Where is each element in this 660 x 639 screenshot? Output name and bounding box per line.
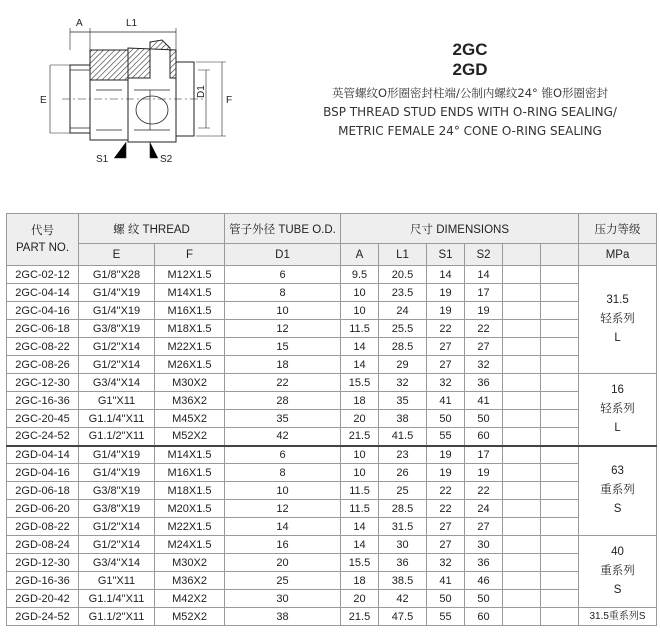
table-cell-blank [541,536,579,554]
table-cell: 12 [225,500,341,518]
pressure-group [579,266,657,374]
table-cell: 14 [341,338,379,356]
table-cell: G1/4"X19 [79,446,155,464]
product-code-2gc: 2GC [452,40,488,59]
table-cell-blank [541,302,579,320]
table-cell: 14 [225,518,341,536]
table-cell-blank [503,410,541,428]
table-cell-blank [541,338,579,356]
body-outline [90,80,128,140]
header-dimensions: 尺寸 DIMENSIONS [341,214,579,244]
header-s1: S1 [427,244,465,266]
table-cell: 2GC-16-36 [7,392,79,410]
table-row [7,338,657,356]
table-cell: 15.5 [341,374,379,392]
table-cell: 27 [427,338,465,356]
description-en-line2: METRIC FEMALE 24° CONE O-RING SEALING [338,124,602,138]
table-cell: 15 [225,338,341,356]
table-cell: G1.1/2"X11 [79,608,155,626]
table-cell: G3/4"X14 [79,374,155,392]
pressure-group [579,608,657,626]
table-cell: 2GD-06-18 [7,482,79,500]
table-cell: 30 [379,536,427,554]
table-cell-blank [503,302,541,320]
dim-label-l1: L1 [126,18,138,29]
table-cell-blank [503,428,541,446]
table-cell: 30 [465,536,503,554]
pressure-group [579,374,657,446]
dim-label-d1: D1 [196,85,207,98]
table-cell: 20 [225,554,341,572]
table-cell-blank [503,608,541,626]
table-cell: M52X2 [155,608,225,626]
table-cell: G1/2"X14 [79,356,155,374]
table-cell: 14 [341,536,379,554]
table-cell-blank [541,266,579,284]
table-cell: 27 [427,518,465,536]
table-cell: 2GD-04-16 [7,464,79,482]
header-blank-2 [541,244,579,266]
table-cell: M16X1.5 [155,302,225,320]
table-cell: 11.5 [341,320,379,338]
table-cell: 9.5 [341,266,379,284]
header-tube-od: 管子外径 TUBE O.D. [225,214,341,244]
table-cell: 22 [225,374,341,392]
table-cell-blank [541,320,579,338]
table-cell: 2GC-08-26 [7,356,79,374]
pressure-series: 重系列 [600,565,635,577]
pressure-group [579,446,657,536]
table-cell: M14X1.5 [155,284,225,302]
table-cell: M16X1.5 [155,464,225,482]
table-cell: 36 [465,554,503,572]
table-cell: 15.5 [341,554,379,572]
table-row [7,374,657,392]
table-cell-blank [541,284,579,302]
table-cell: 27 [427,356,465,374]
spec-table [6,213,657,626]
table-cell: G1.1/4"X11 [79,410,155,428]
table-cell: M22X1.5 [155,338,225,356]
table-cell: 29 [379,356,427,374]
table-cell: G1/4"X19 [79,464,155,482]
table-cell: 27 [465,518,503,536]
dim-label-s2: S2 [160,154,173,165]
table-cell: 2GD-06-20 [7,500,79,518]
table-row [7,284,657,302]
table-row [7,266,657,284]
table-cell: 17 [465,446,503,464]
table-cell: 14 [465,266,503,284]
table-cell: 6 [225,446,341,464]
table-cell: 14 [341,356,379,374]
table-cell: 2GC-24-52 [7,428,79,446]
pressure-series: 轻系列 [600,402,635,415]
table-row [7,392,657,410]
table-cell: G1/4"X19 [79,284,155,302]
table-cell-blank [503,464,541,482]
table-cell-blank [503,446,541,464]
pressure-value: 16 [611,383,624,396]
table-cell: 27 [427,536,465,554]
table-cell: 17 [465,284,503,302]
table-cell: 18 [225,356,341,374]
table-cell: G1/2"X14 [79,536,155,554]
table-cell: 2GC-04-16 [7,302,79,320]
table-cell-blank [541,410,579,428]
table-cell: 2GC-08-22 [7,338,79,356]
table-cell: 35 [225,410,341,428]
table-cell-blank [503,572,541,590]
table-cell: 31.5 [379,518,427,536]
table-cell: 19 [427,446,465,464]
table-cell: 22 [465,320,503,338]
table-cell-blank [541,374,579,392]
table-cell: 50 [427,590,465,608]
table-cell-blank [541,518,579,536]
pressure-class: L [614,332,621,344]
table-cell: 2GD-16-36 [7,572,79,590]
table-cell: 42 [379,590,427,608]
table-cell: G1/4"X19 [79,302,155,320]
table-cell: 19 [427,302,465,320]
pressure-class: S [613,503,622,516]
header-pressure-unit: MPa [579,244,657,266]
table-cell: M18X1.5 [155,320,225,338]
table-cell: G1/8"X28 [79,266,155,284]
body-section [90,50,128,80]
table-cell: M12X1.5 [155,266,225,284]
dim-label-e: E [40,95,47,106]
table-cell: G1.1/2"X11 [79,428,155,446]
table-row [7,410,657,428]
table-cell-blank [503,518,541,536]
header-blank-1 [503,244,541,266]
table-cell: 16 [225,536,341,554]
table-cell-blank [503,590,541,608]
table-cell: 18 [341,392,379,410]
table-cell: 25.5 [379,320,427,338]
table-cell: 22 [427,320,465,338]
table-cell: 28 [225,392,341,410]
table-cell: 2GC-20-45 [7,410,79,428]
table-cell: 50 [427,410,465,428]
table-cell: M52X2 [155,428,225,446]
table-cell-blank [541,428,579,446]
table-cell-blank [503,320,541,338]
table-cell: M30X2 [155,554,225,572]
table-cell: 42 [225,428,341,446]
header-a: A [341,244,379,266]
table-cell: 36 [465,374,503,392]
header-part-no-en: PART NO. [15,241,70,254]
dim-label-f: F [226,95,233,106]
nut-section [128,40,176,78]
table-cell: 12 [225,320,341,338]
table-row [7,482,657,500]
table-cell: 2GD-12-30 [7,554,79,572]
table-cell: 25 [225,572,341,590]
table-cell: 11.5 [341,500,379,518]
table-cell: 11.5 [341,482,379,500]
table-cell: 55 [427,428,465,446]
table-row [7,536,657,554]
table-cell: 41 [427,392,465,410]
table-row [7,500,657,518]
table-cell: 50 [465,410,503,428]
header-d1: D1 [225,244,341,266]
table-cell: 10 [341,284,379,302]
table-cell: M24X1.5 [155,536,225,554]
table-cell: 19 [427,284,465,302]
table-cell: M36X2 [155,392,225,410]
table-cell: G3/8"X19 [79,500,155,518]
header-thread: 螺 纹 THREAD [79,214,225,244]
description-cn: 英管螺纹O形圈密封柱端/公制内螺纹24° 锥O形圈密封 [331,86,608,100]
table-cell: 2GC-12-30 [7,374,79,392]
pressure-value: 63 [611,465,624,478]
header-pressure: 压力等级 [579,214,657,244]
table-cell: 25 [379,482,427,500]
pressure-value: 31.5 [606,294,629,306]
table-cell: 30 [225,590,341,608]
table-cell-blank [503,482,541,500]
table-cell-blank [541,500,579,518]
table-cell: 2GD-24-52 [7,608,79,626]
table-row [7,572,657,590]
pressure-class: S [613,584,622,596]
nut-outline [128,78,176,142]
table-row [7,518,657,536]
table-row [7,608,657,626]
title-block [300,40,640,141]
table-cell-blank [503,284,541,302]
table-cell: M42X2 [155,590,225,608]
table-cell-blank [503,338,541,356]
table-row [7,590,657,608]
table-cell: 19 [465,464,503,482]
table-row [7,428,657,446]
table-cell: 46 [465,572,503,590]
table-cell: 2GC-06-18 [7,320,79,338]
pressure-class: L [614,421,621,434]
header-s2: S2 [465,244,503,266]
table-cell-blank [503,356,541,374]
table-cell: 2GD-08-22 [7,518,79,536]
table-cell: M20X1.5 [155,500,225,518]
table-cell: 24 [465,500,503,518]
table-cell: M36X2 [155,572,225,590]
table-cell: 32 [427,374,465,392]
table-cell: G3/4"X14 [79,554,155,572]
pressure-value: 40 [611,546,624,558]
header-l1: L1 [379,244,427,266]
table-cell: 47.5 [379,608,427,626]
table-cell-blank [503,374,541,392]
table-cell: 21.5 [341,428,379,446]
table-cell-blank [541,608,579,626]
table-cell: 8 [225,284,341,302]
table-cell: 10 [341,302,379,320]
table-cell: 2GD-08-24 [7,536,79,554]
table-cell: 2GC-02-12 [7,266,79,284]
header-part-no-cn: 代号 [31,224,54,237]
table-cell: 20 [341,590,379,608]
table-row [7,554,657,572]
table-cell: 55 [427,608,465,626]
table-cell: M45X2 [155,410,225,428]
table-cell: 32 [379,374,427,392]
table-cell: 10 [225,482,341,500]
table-cell: G1"X11 [79,392,155,410]
table-cell: 41 [427,572,465,590]
table-row [7,464,657,482]
table-cell: G1/2"X14 [79,338,155,356]
table-cell: 28.5 [379,338,427,356]
table-cell: 14 [341,518,379,536]
table-cell: G1.1/4"X11 [79,590,155,608]
table-cell: 50 [465,590,503,608]
table-cell: 23.5 [379,284,427,302]
table-cell: 24 [379,302,427,320]
table-cell-blank [503,536,541,554]
table-cell: 20 [341,410,379,428]
table-cell-blank [503,266,541,284]
table-cell: G3/8"X19 [79,320,155,338]
product-code-2gd: 2GD [452,60,488,79]
dim-label-a: A [76,18,83,29]
table-cell: 10 [341,464,379,482]
table-row [7,446,657,464]
table-cell: 8 [225,464,341,482]
table-cell: M30X2 [155,374,225,392]
table-row [7,302,657,320]
fitting-drawing [30,10,240,170]
pressure-series: 重系列 [600,484,635,497]
table-cell: 23 [379,446,427,464]
table-cell: 41.5 [379,428,427,446]
pressure-group [579,536,657,608]
table-cell-blank [503,500,541,518]
table-cell: 2GD-04-14 [7,446,79,464]
table-cell: 19 [465,302,503,320]
table-cell-blank [541,446,579,464]
table-cell: 18 [341,572,379,590]
table-cell: 28.5 [379,500,427,518]
table-cell-blank [541,464,579,482]
table-cell: 2GD-20-42 [7,590,79,608]
table-cell: 2GC-04-14 [7,284,79,302]
table-cell-blank [541,554,579,572]
table-cell: 36 [379,554,427,572]
table-cell: 60 [465,428,503,446]
table-cell: 38.5 [379,572,427,590]
dim-label-s1: S1 [96,154,109,165]
pressure-series: 轻系列 [600,313,635,325]
table-cell: 22 [427,482,465,500]
table-cell: 38 [379,410,427,428]
table-cell: 35 [379,392,427,410]
table-cell: 22 [465,482,503,500]
table-cell: G3/8"X19 [79,482,155,500]
header-e: E [79,244,155,266]
table-cell: 20.5 [379,266,427,284]
pressure-text: 31.5重系列S [589,610,646,622]
table-cell: 41 [465,392,503,410]
table-cell-blank [503,392,541,410]
table-row [7,356,657,374]
table-cell: 14 [427,266,465,284]
table-cell: 6 [225,266,341,284]
table-cell: 60 [465,608,503,626]
table-cell-blank [503,554,541,572]
table-cell: 19 [427,464,465,482]
table-cell-blank [541,572,579,590]
table-cell-blank [541,482,579,500]
header-part-no [7,214,79,266]
description-en-line1: BSP THREAD STUD ENDS WITH O-RING SEALING/ [323,105,617,119]
table-cell: 10 [341,446,379,464]
table-cell-blank [541,392,579,410]
table-cell: M18X1.5 [155,482,225,500]
table-cell: 38 [225,608,341,626]
table-cell-blank [541,356,579,374]
table-row [7,320,657,338]
table-cell: M14X1.5 [155,446,225,464]
table-cell: 32 [465,356,503,374]
table-cell: 27 [465,338,503,356]
table-cell: 22 [427,500,465,518]
table-cell: G1/2"X14 [79,518,155,536]
table-cell: 32 [427,554,465,572]
table-cell: 21.5 [341,608,379,626]
table-cell: M22X1.5 [155,518,225,536]
table-cell: 26 [379,464,427,482]
table-cell: G1"X11 [79,572,155,590]
header-f: F [155,244,225,266]
table-cell: M26X1.5 [155,356,225,374]
table-cell-blank [541,590,579,608]
table-cell: 10 [225,302,341,320]
